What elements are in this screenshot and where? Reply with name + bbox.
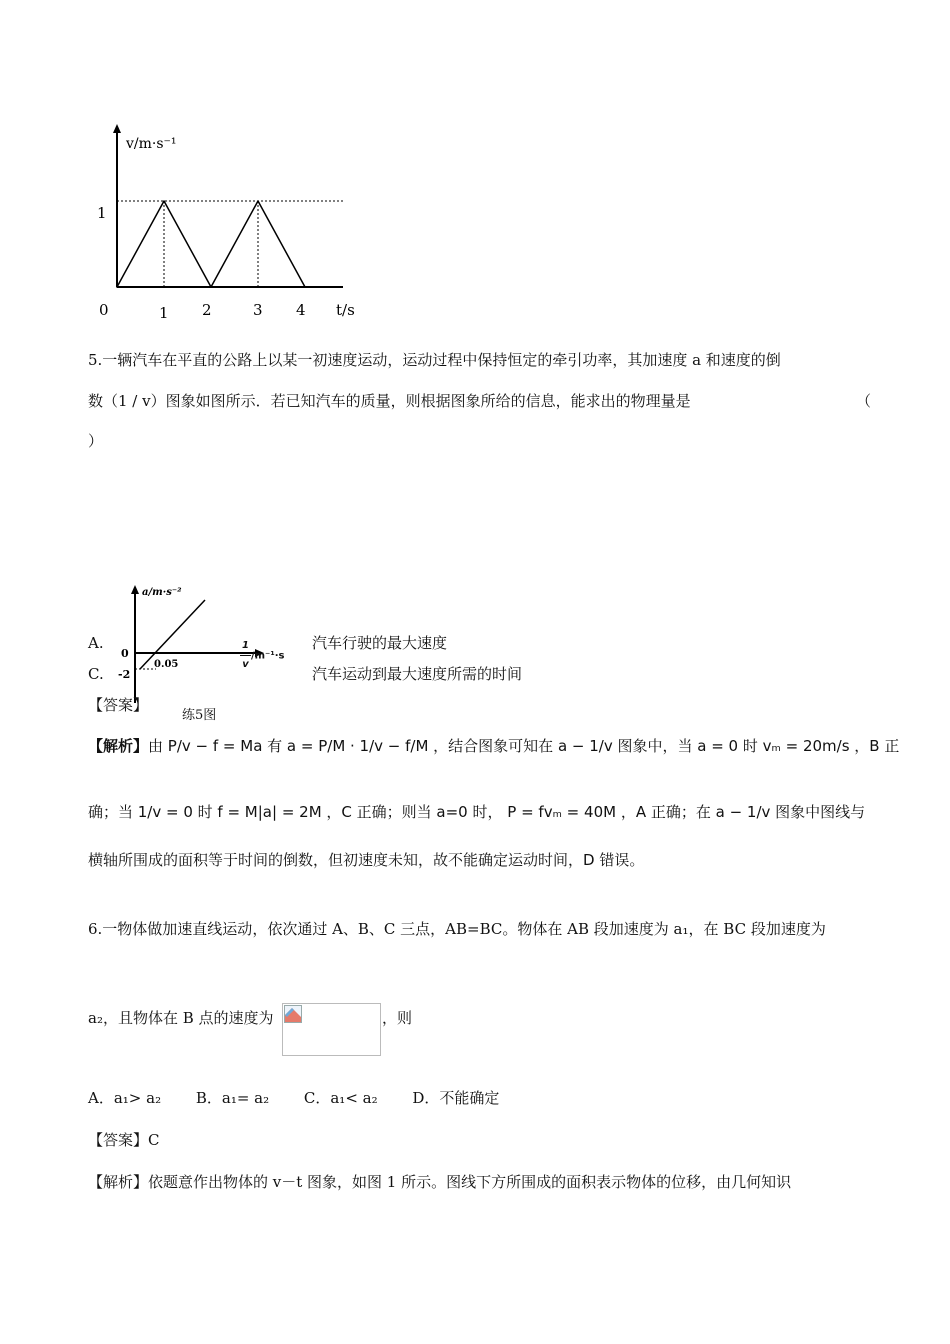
q5-analysis-text1: 由 P/v − f = Ma 有 a = P/M · 1/v − f/M ，结合图象可知在 a − 1/v 图象中，当 a = 0 时 vₘ = 20m/s ，B 正 [148, 737, 900, 755]
vt-xtick-1: 1 [159, 304, 169, 322]
vt-xtick-2: 2 [202, 301, 212, 319]
q6-analysis: 【解析】依题意作出物体的 v－t 图象，如图 1 所示。图线下方所围成的面积表示物体的位移，由几何知识 [88, 1173, 792, 1191]
q6-line2-post: ，则 [382, 1009, 413, 1027]
vt-xlabel: t/s [336, 301, 355, 319]
q5-answer-label: 【答案】 [88, 696, 149, 714]
vt-xtick-4: 4 [296, 301, 306, 319]
q5-analysis-line3: 横轴所围成的面积等于时间的倒数，但初速度未知，故不能确定运动时间，D 错误。 [88, 851, 645, 869]
a-xmark: 0.05 [154, 659, 179, 670]
vt-point [163, 200, 165, 202]
a-xlabel-den: v [242, 659, 249, 670]
q6-options: A．a₁> a₂ B．a₁= a₂ C．a₁< a₂ D．不能确定 [88, 1089, 500, 1107]
q5-option-a: 汽车行驶的最大速度 [312, 634, 448, 652]
vt-graph [80, 120, 380, 330]
a-ymark: -2 [118, 668, 131, 681]
a-xlabel-num: 1 [240, 637, 251, 656]
q5-option-c-label: C. [88, 665, 104, 683]
q5-option-a-label: A. [88, 634, 104, 652]
vt-point [210, 286, 212, 288]
broken-image-icon [284, 1005, 302, 1023]
q5-analysis-line2: 确；当 1/v = 0 时 f = M|a| = 2M ，C 正确；则当 a=0 时， P = fvₘ = 40M ，A 正确；在 a − 1/v 图象中图线与 [88, 803, 866, 821]
q6-line2-pre: a₂，且物体在 B 点的速度为 [88, 1009, 274, 1027]
a-xlabel [240, 637, 284, 674]
vt-segment [164, 201, 211, 287]
vt-xtick-3: 3 [253, 301, 263, 319]
a-origin: 0 [121, 647, 129, 660]
a-graph-caption: 练5图 [182, 708, 217, 723]
vt-point [257, 200, 259, 202]
vt-point [304, 286, 306, 288]
vt-ytick-1: 1 [97, 204, 107, 222]
vt-ylabel: v/m·s⁻¹ [126, 136, 177, 152]
vt-origin: 0 [99, 301, 109, 319]
q5-line1: 5.一辆汽车在平直的公路上以某一初速度运动，运动过程中保持恒定的牵引功率，其加速度 a 和速度的倒 [88, 351, 781, 369]
q5-option-c: 汽车运动到最大速度所需的时间 [312, 665, 523, 683]
a-ylabel: a/m·s⁻² [142, 587, 182, 598]
vt-graph-series [116, 200, 306, 288]
vt-segment [258, 201, 305, 287]
vt-segment [211, 201, 258, 287]
broken-image-placeholder [282, 1003, 381, 1056]
q5-analysis-label: 【解析】 [88, 737, 149, 755]
q5-paren-open: （ [856, 392, 872, 410]
q5-paren-close: ） [88, 432, 104, 450]
vt-point [116, 286, 118, 288]
q6-answer: 【答案】C [88, 1131, 160, 1149]
a-xlabel-unit: /m⁻¹·s [250, 650, 285, 662]
q6-line1: 6.一物体做加速直线运动，依次通过 A、B、C 三点，AB=BC。物体在 AB 段加速度为 a₁，在 BC 段加速度为 [88, 920, 826, 938]
vt-segment [117, 201, 164, 287]
q5-analysis-line1 [88, 735, 899, 756]
q5-line2: 数（1 / v）图象如图所示．若已知汽车的质量，则根据图象所给的信息，能求出的物理量是 [88, 392, 691, 410]
